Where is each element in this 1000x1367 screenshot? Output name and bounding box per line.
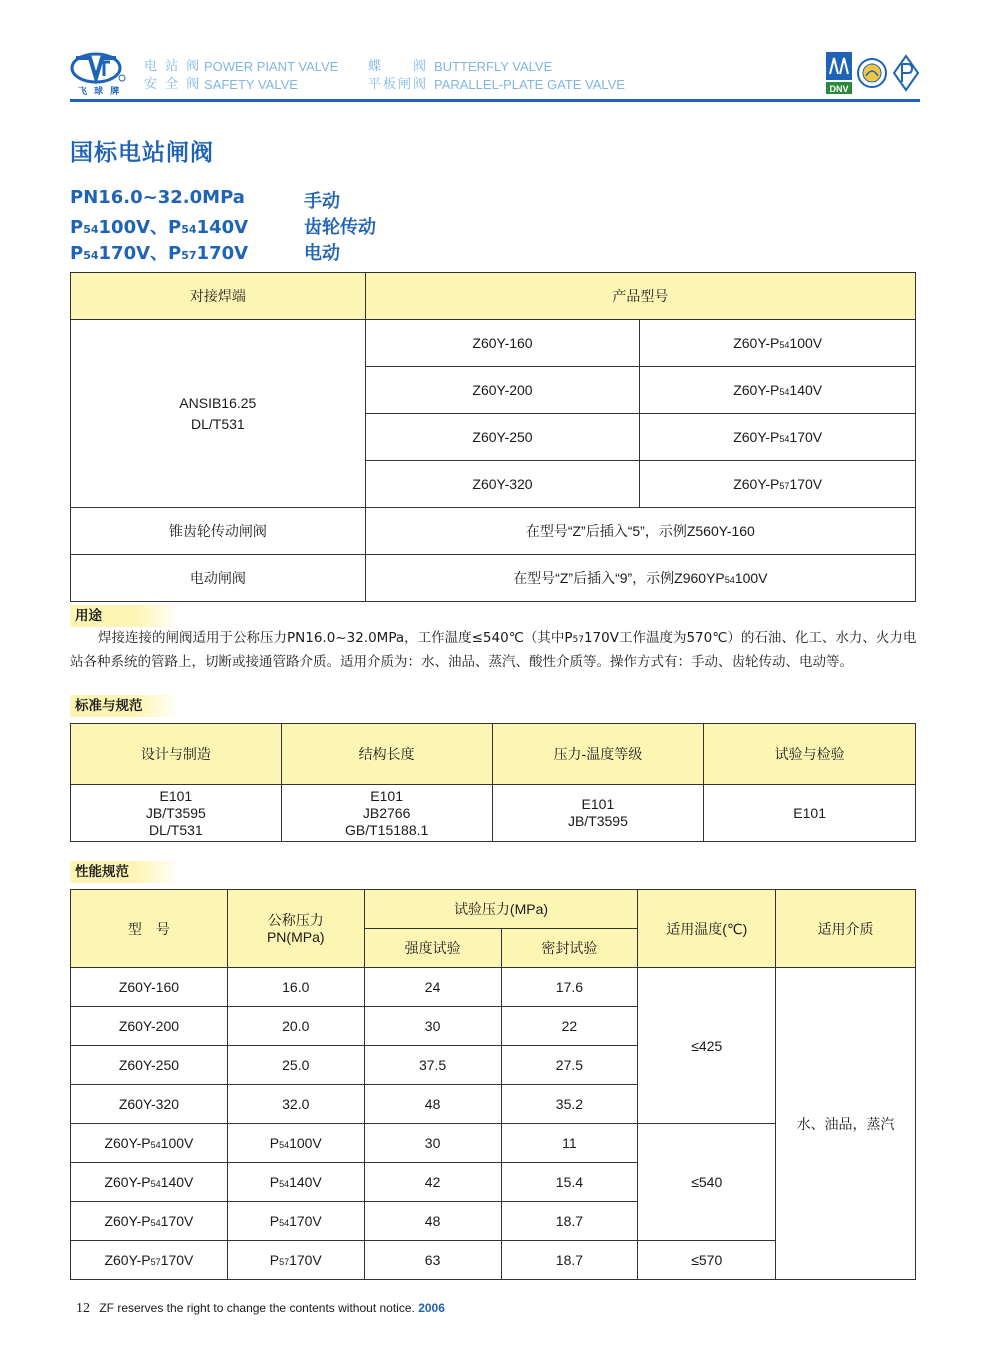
table-cell: 42 (364, 1163, 501, 1202)
logo-brand-text: 飞 球 牌 (78, 87, 122, 97)
header-design: 设计与制造 (71, 724, 282, 785)
page-number: 12 (76, 1301, 90, 1316)
header-nominal-pressure: 公称压力 PN(MPa) (227, 890, 364, 968)
table-cell: E101 (704, 785, 916, 842)
nav-group-2 (368, 58, 428, 94)
nav-item-gate-cn[interactable]: 平板闸阀 (368, 77, 429, 92)
usage-paragraph: 焊接连接的闸阀适用于公称压力PN16.0~32.0MPa，工作温度≤540℃（其中P57170V工作温度为570℃）的石油、化工、水力、火力电站各种系统的管路上，切断或接通管路介质。适用介质为：水、油品、蒸汽、酸性介质等。操作方式有：手动、齿轮传动、电动等。 (70, 630, 917, 670)
spec-line-electric: P54170V、P57170V 电动 (70, 239, 248, 265)
model-table (70, 272, 916, 602)
table-cell: 20.0 (227, 1007, 364, 1046)
table-cell: Z60Y-P57170V (640, 461, 916, 508)
table-cell: Z60Y-160 (71, 968, 228, 1007)
table-cell: P54100V (227, 1124, 364, 1163)
performance-table (70, 889, 916, 1280)
table-cell: Z60Y-P54170V (640, 414, 916, 461)
table-cell: 35.2 (501, 1085, 638, 1124)
table-cell: Z60Y-320 (365, 461, 640, 508)
table-cell: Z60Y-200 (365, 367, 640, 414)
medium-cell: 水、油品，蒸汽 (776, 968, 916, 1280)
header-butt-weld: 对接焊端 (71, 273, 366, 320)
table-cell: 17.6 (501, 968, 638, 1007)
table-cell: Z60Y-160 (365, 320, 640, 367)
table-cell: P54170V (227, 1202, 364, 1241)
table-cell: Z60Y-P54140V (640, 367, 916, 414)
gear-valve-note: 在型号“Z”后插入“5”，示例Z560Y-160 (365, 508, 915, 555)
table-cell: E101 JB2766 GB/T15188.1 (281, 785, 492, 842)
standards-table (70, 723, 916, 842)
header-model: 型 号 (71, 890, 228, 968)
table-cell: E101 JB/T3595 DL/T531 (71, 785, 282, 842)
nav-group-1 (144, 58, 201, 94)
certification-logos (826, 52, 920, 96)
table-cell: Z60Y-250 (365, 414, 640, 461)
table-cell: Z60Y-P54170V (71, 1202, 228, 1241)
table-cell: 24 (364, 968, 501, 1007)
table-cell: 48 (364, 1202, 501, 1241)
header-pressure-temp: 压力-温度等级 (492, 724, 704, 785)
table-cell: Z60Y-P54140V (71, 1163, 228, 1202)
spec-drive-electric: 电动 (304, 243, 340, 264)
table-cell: 15.4 (501, 1163, 638, 1202)
nav-item-butterfly-en[interactable]: BUTTERFLY VALVE (434, 59, 553, 74)
header-seal-test: 密封试验 (501, 929, 638, 968)
nav-item-gate-en[interactable]: PARALLEL-PLATE GATE VALVE (434, 77, 625, 92)
temp-group-425: ≤425 (638, 968, 776, 1124)
table-cell: E101 JB/T3595 (492, 785, 704, 842)
table-cell: 18.7 (501, 1241, 638, 1280)
nav-item-power-en[interactable]: POWER PIANT VALVE (204, 59, 339, 74)
electric-valve-note: 在型号“Z”后插入“9”，示例Z960YP54100V (365, 555, 915, 602)
spec-line-gear: P54100V、P54140V 齿轮传动 (70, 213, 248, 239)
table-cell: 63 (364, 1241, 501, 1280)
api-cert-icon (892, 54, 920, 92)
spec-drive-gear: 齿轮传动 (304, 217, 376, 238)
header-length: 结构长度 (281, 724, 492, 785)
header-medium: 适用介质 (776, 890, 916, 968)
dnv-cert-icon (826, 52, 852, 94)
table-cell: Z60Y-200 (71, 1007, 228, 1046)
footer-year: 2006 (418, 1301, 445, 1315)
nav-group-1-en (204, 58, 338, 94)
page-footer (76, 1301, 445, 1317)
section-tag-standards: 标准与规范 (70, 695, 180, 717)
table-cell: Z60Y-P54100V (71, 1124, 228, 1163)
header-test-pressure: 试验压力(MPa) (364, 890, 638, 929)
nav-item-safety-cn[interactable]: 安 全 阀 (144, 77, 202, 92)
spec-line-manual (70, 187, 340, 212)
weld-standard-cell: ANSIB16.25 DL/T531 (71, 320, 366, 508)
spec-drive-manual: 手动 (304, 191, 340, 212)
dnv-label: DNV (829, 84, 849, 94)
header-temperature: 适用温度(℃) (638, 890, 776, 968)
nav-group-2-en (434, 58, 625, 94)
table-cell: 27.5 (501, 1046, 638, 1085)
table-cell: Z60Y-P54100V (640, 320, 916, 367)
section-tag-usage: 用途 (70, 605, 180, 627)
temp-group-540: ≤540 (638, 1124, 776, 1241)
nav-item-butterfly-cn[interactable]: 蝶 阀 (368, 59, 429, 74)
seal-cert-icon (856, 54, 888, 92)
table-cell: 30 (364, 1007, 501, 1046)
electric-valve-label: 电动闸阀 (71, 555, 366, 602)
table-cell: 11 (501, 1124, 638, 1163)
gear-valve-label: 锥齿轮传动闸阀 (71, 508, 366, 555)
temp-group-570: ≤570 (638, 1241, 776, 1280)
table-cell: P54140V (227, 1163, 364, 1202)
table-cell: 32.0 (227, 1085, 364, 1124)
table-cell: Z60Y-250 (71, 1046, 228, 1085)
table-cell: 37.5 (364, 1046, 501, 1085)
table-cell: 30 (364, 1124, 501, 1163)
nav-item-power-cn[interactable]: 电 站 阀 (144, 59, 202, 74)
header-testing: 试验与检验 (704, 724, 916, 785)
page-title: 国标电站闸阀 (70, 140, 214, 166)
spec-pressure-range: PN16.0~32.0MPa (70, 187, 245, 208)
page-header (70, 44, 920, 102)
table-cell: 16.0 (227, 968, 364, 1007)
table-cell: 48 (364, 1085, 501, 1124)
nav-item-safety-en[interactable]: SAFETY VALVE (204, 77, 298, 92)
footer-notice: ZF reserves the right to change the contents without notice. (99, 1301, 415, 1315)
table-cell: Z60Y-P57170V (71, 1241, 228, 1280)
table-cell: P57170V (227, 1241, 364, 1280)
table-cell: 18.7 (501, 1202, 638, 1241)
header-strength-test: 强度试验 (364, 929, 501, 968)
table-cell: 22 (501, 1007, 638, 1046)
table-cell: 25.0 (227, 1046, 364, 1085)
table-cell: Z60Y-320 (71, 1085, 228, 1124)
section-tag-performance: 性能规范 (70, 861, 180, 883)
header-product-model: 产品型号 (365, 273, 915, 320)
